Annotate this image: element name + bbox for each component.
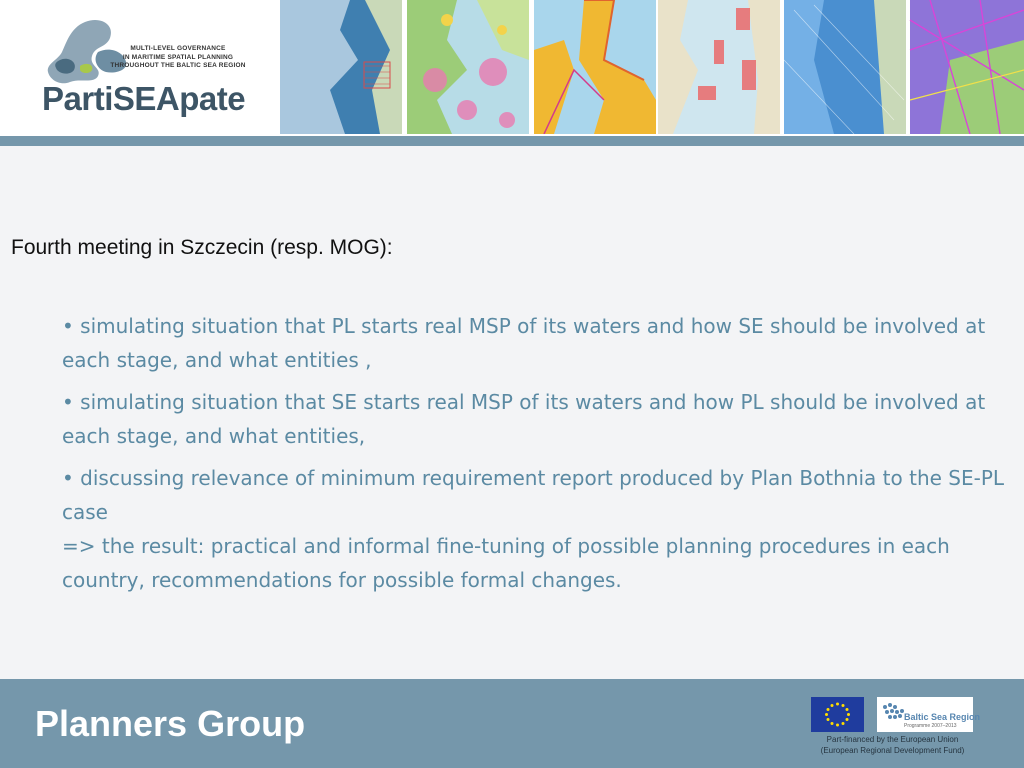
logo-title: PartiSEApate bbox=[42, 80, 246, 117]
map-strip bbox=[280, 0, 1024, 134]
header bbox=[0, 0, 1024, 136]
map-strip-graphic bbox=[280, 0, 1024, 134]
bsr-logo-text: Baltic Sea Region bbox=[904, 712, 981, 722]
result-text: => the result: practical and informal fine-tuning of possible planning procedures in each country, recommendations for possible formal changes. bbox=[62, 534, 950, 592]
bsr-logo-subtext: Programme 2007–2013 bbox=[904, 723, 957, 729]
list-item: • discussing relevance of minimum requirement report produced by Plan Bothnia to the SE-PL case bbox=[62, 466, 1005, 524]
map-tile-4 bbox=[658, 0, 780, 134]
map-tile-3 bbox=[534, 0, 656, 134]
eu-flag-icon bbox=[811, 697, 864, 732]
footer-title: Planners Group bbox=[35, 703, 306, 744]
funding-note-line-2: (European Regional Development Fund) bbox=[820, 746, 965, 755]
list-item: • simulating situation that SE starts real MSP of its waters and how PL should be involved at each stage, and what entities, bbox=[62, 390, 986, 448]
logo-tagline: MULTI-LEVEL GOVERNANCE IN MARITIME SPATIAL PLANNING THROUGHOUT THE BALTIC SEA REGION bbox=[110, 45, 246, 69]
map-tile-6 bbox=[910, 0, 1024, 134]
list-item: • simulating situation that PL starts real MSP of its waters and how SE should be involved at each stage, and what entities , bbox=[62, 314, 986, 372]
meeting-title: Fourth meeting in Szczecin (resp. MOG): bbox=[11, 236, 393, 259]
funding-note-line-1: Part-financed by the European Union bbox=[826, 735, 959, 744]
map-tile-5 bbox=[784, 0, 906, 134]
bullet-list bbox=[62, 309, 1012, 597]
map-tile-2 bbox=[407, 0, 529, 134]
funding-note bbox=[800, 734, 985, 756]
partiseapate-logo bbox=[40, 16, 246, 128]
map-tile-1 bbox=[280, 0, 402, 134]
header-divider bbox=[0, 136, 1024, 146]
